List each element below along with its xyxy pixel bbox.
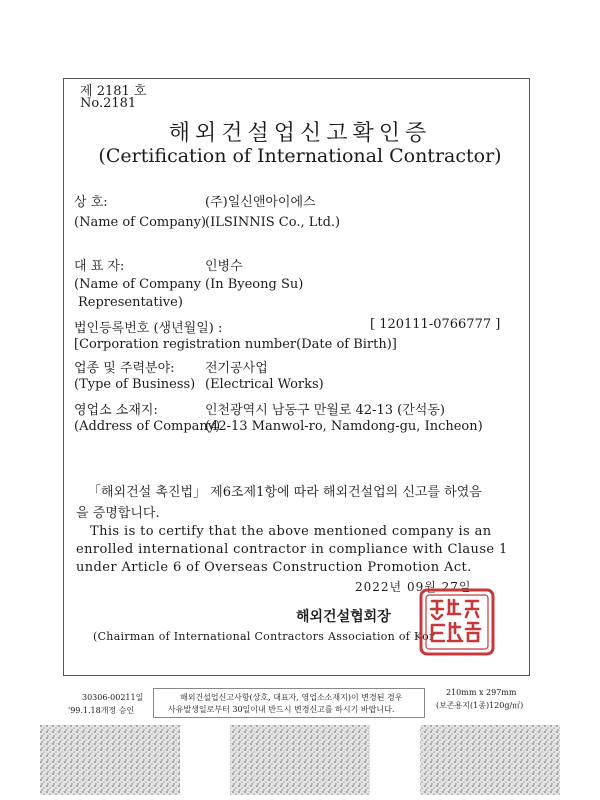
corporation-number-label-en: [Corporation registration number(Date of Birth)] (74, 337, 397, 352)
issue-date: 2022년 09월 27일 (355, 580, 472, 594)
representative-label-en-line2: Representative) (78, 295, 183, 310)
form-code: 30306-00211일 (82, 693, 144, 702)
paper-spec: (보존용지(1종)120g/㎡) (436, 701, 524, 710)
certification-text-ko-line2: 을 증명합니다. (76, 506, 160, 521)
certification-text-ko-line1: 「해외건설 촉진법」 제6조제1항에 따라 해외건설업의 신고를 하였음 (88, 485, 482, 500)
certificate-number-en: No.2181 (80, 96, 137, 111)
representative-label-en-line1: (Name of Company (74, 277, 202, 292)
security-pattern (40, 725, 560, 795)
certification-text-en-line2: enrolled international contractor in compliance with Clause 1 (76, 542, 508, 557)
business-label-en: (Type of Business) (74, 377, 196, 392)
company-value-ko: (주)일신앤아이에스 (205, 195, 316, 210)
company-label-en: (Name of Company) (74, 215, 207, 230)
notice-line1: 해외건설업신고사항(상호, 대표자, 영업소소재지)이 변경된 경우 (180, 693, 403, 702)
representative-label-ko: 대 표 자: (74, 259, 125, 274)
corporation-number-value: [ 120111-0766777 ] (370, 317, 501, 332)
certification-text-en-line3: under Article 6 of Overseas Construction Promotion Act. (76, 560, 472, 575)
representative-value-en: (In Byeong Su) (205, 277, 304, 292)
notice-line2: 사유발생일로부터 30일이내 반드시 변경신고를 하시기 바랍니다. (168, 705, 395, 714)
paper-size: 210mm x 297mm (446, 688, 517, 697)
business-label-ko: 업종 및 주력분야: (74, 361, 175, 376)
business-value-en: (Electrical Works) (205, 377, 324, 392)
address-value-en: (42-13 Manwol-ro, Namdong-gu, Incheon) (205, 419, 483, 434)
business-value-ko: 전기공사업 (205, 361, 268, 376)
certification-text-en-line1: This is to certify that the above mentioned company is an (90, 524, 492, 539)
representative-value-ko: 인병수 (205, 259, 243, 274)
address-label-ko: 영업소 소재지: (74, 403, 158, 418)
title-korean: 해외건설업신고확인증 (168, 121, 432, 146)
company-label-ko: 상 호: (74, 195, 108, 210)
title-english: (Certification of International Contractor) (98, 145, 502, 167)
company-value-en: (ILSINNIS Co., Ltd.) (205, 215, 341, 230)
official-seal-icon (418, 587, 496, 657)
issuer-title-en: (Chairman of International Contractors Association of Kor (93, 630, 435, 643)
address-value-ko: 인천광역시 남동구 만월로 42-13 (간석동) (205, 403, 445, 418)
form-approval-date: '99.1.18개정 승인 (68, 706, 135, 715)
certificate-number-ko: 제 2181 호 (80, 84, 147, 99)
issuer-title-ko: 해외건설협회장 (296, 609, 391, 625)
corporation-number-label-ko: 법인등록번호 (생년월일) : (74, 321, 223, 336)
address-label-en: (Address of Company) (74, 419, 221, 434)
